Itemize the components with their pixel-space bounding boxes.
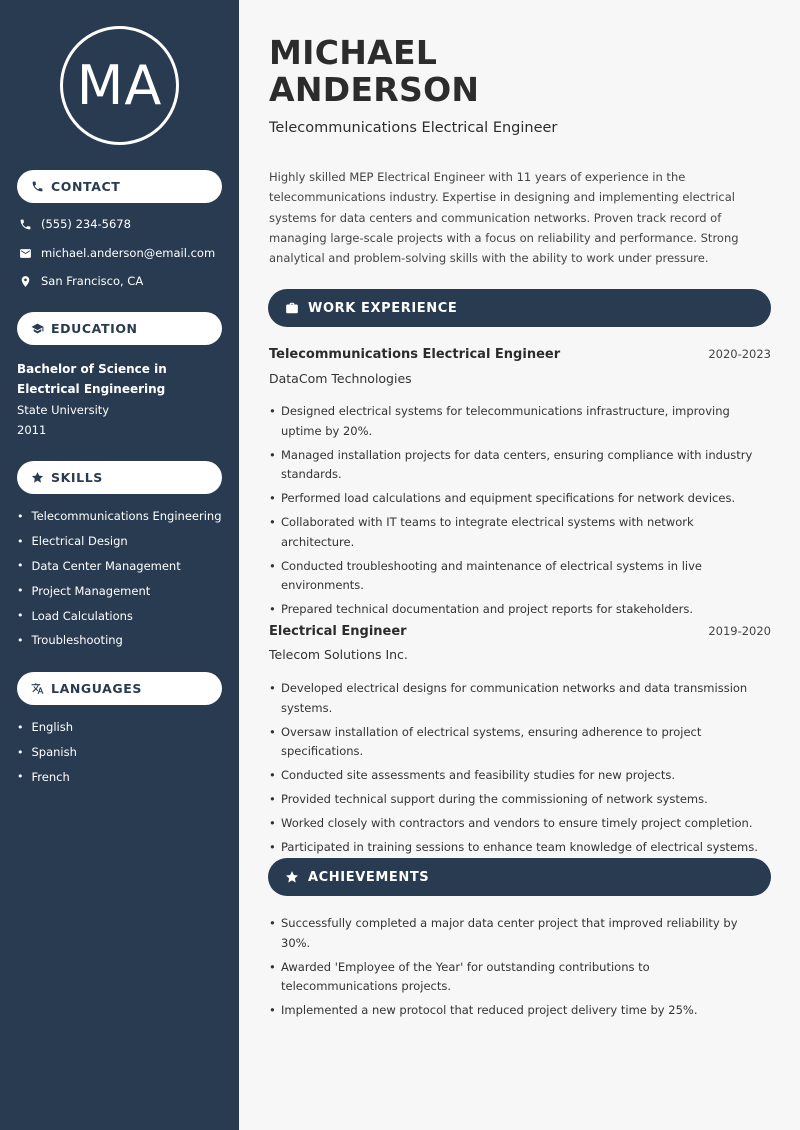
envelope-icon	[18, 246, 32, 260]
phone-icon	[18, 217, 32, 231]
work-experience-heading-bar	[268, 289, 771, 327]
job-bullet: • Prepared technical documentation and project reports for stakeholders.	[269, 600, 769, 620]
star-icon	[30, 471, 44, 485]
contact-phone[interactable]	[18, 217, 131, 231]
contact-phone-text: (555) 234-5678	[41, 217, 131, 231]
job-role: Telecommunications Electrical Engineer	[269, 347, 561, 362]
job-company: DataCom Technologies	[269, 371, 412, 386]
contact-location-text: San Francisco, CA	[41, 274, 144, 288]
contact-email[interactable]	[18, 246, 215, 260]
job-bullets	[269, 679, 769, 862]
job-dates: 2020-2023	[708, 347, 771, 361]
location-pin-icon	[18, 274, 32, 288]
contact-email-text: michael.anderson@email.com	[41, 246, 216, 260]
skill-item: • Troubleshooting	[17, 628, 222, 653]
job-bullet: • Worked closely with contractors and vendors to ensure timely project completion.	[269, 814, 769, 834]
job-bullet: • Managed installation projects for data centers, ensuring compliance with industry standards.	[269, 446, 769, 485]
language-item: • English	[17, 715, 77, 740]
phone-icon	[30, 180, 44, 194]
briefcase-icon	[284, 301, 299, 316]
contact-heading: CONTACT	[51, 179, 121, 194]
avatar-initials: MA	[60, 26, 179, 145]
job-bullet: • Collaborated with IT teams to integrate electrical systems with network architecture.	[269, 513, 769, 552]
full-name	[269, 34, 479, 108]
last-name: ANDERSON	[269, 70, 480, 109]
skill-item: • Data Center Management	[17, 554, 222, 579]
job-bullet: • Oversaw installation of electrical systems, ensuring adherence to project specifications.	[269, 723, 769, 762]
star-icon	[284, 870, 299, 885]
job-bullet: • Provided technical support during the commissioning of network systems.	[269, 790, 769, 810]
achievements-list	[269, 914, 769, 1025]
contact-location	[18, 274, 143, 288]
graduation-cap-icon	[30, 322, 44, 336]
achievements-heading: ACHIEVEMENTS	[308, 869, 430, 885]
education-year: 2011	[17, 423, 47, 437]
education-heading-pill	[17, 312, 222, 345]
job-company: Telecom Solutions Inc.	[269, 647, 408, 662]
job-bullets	[269, 402, 769, 624]
language-item: • Spanish	[17, 740, 77, 765]
skill-item: • Electrical Design	[17, 529, 222, 554]
job-bullet: • Developed electrical designs for communication networks and data transmission systems.	[269, 679, 769, 718]
translate-icon	[30, 682, 44, 696]
education-degree: Bachelor of Science in Electrical Engineering	[17, 362, 167, 396]
job-bullet: • Conducted troubleshooting and maintenance of electrical systems in live environments.	[269, 557, 769, 596]
main-content	[239, 0, 800, 1130]
job-bullet: • Participated in training sessions to enhance team knowledge of electrical systems.	[269, 838, 769, 858]
skills-heading-pill	[17, 461, 222, 494]
languages-heading-pill	[17, 672, 222, 705]
sidebar	[0, 0, 239, 1130]
achievements-heading-bar	[268, 858, 771, 896]
skill-item: • Project Management	[17, 578, 222, 603]
profile-summary: Highly skilled MEP Electrical Engineer with 11 years of experience in the telecommunications industry. Expertise in designing and implementing electrical systems for data centers and communication networks. Proven track record of managing large-scale projects with a focus on reliability and performance. Strong analytical and problem-solving skills with the ability to work under pressure.	[269, 170, 739, 266]
skill-item: • Load Calculations	[17, 603, 222, 628]
languages-heading: LANGUAGES	[51, 681, 143, 696]
skills-heading: SKILLS	[51, 470, 103, 485]
languages-list	[17, 715, 77, 789]
achievement-item: • Successfully completed a major data center project that improved reliability by 30%.	[269, 914, 769, 953]
job-title: Telecommunications Electrical Engineer	[269, 120, 558, 136]
achievement-item: • Implemented a new protocol that reduced project delivery time by 25%.	[269, 1001, 769, 1021]
job-role: Electrical Engineer	[269, 624, 407, 639]
education-heading: EDUCATION	[51, 321, 138, 336]
job-dates: 2019-2020	[708, 624, 771, 638]
job-bullet: • Conducted site assessments and feasibility studies for new projects.	[269, 766, 769, 786]
job-bullet: • Designed electrical systems for telecommunications infrastructure, improving uptime by 20%.	[269, 402, 769, 441]
language-item: • French	[17, 765, 77, 790]
work-experience-heading: WORK EXPERIENCE	[308, 300, 458, 316]
skill-item: • Telecommunications Engineering	[17, 504, 222, 529]
job-bullet: • Performed load calculations and equipment specifications for network devices.	[269, 489, 769, 509]
skills-list	[17, 504, 222, 653]
education-school: State University	[17, 403, 110, 417]
achievement-item: • Awarded 'Employee of the Year' for outstanding contributions to telecommunications projects.	[269, 958, 769, 997]
contact-heading-pill	[17, 170, 222, 203]
first-name: MICHAEL	[269, 33, 438, 72]
